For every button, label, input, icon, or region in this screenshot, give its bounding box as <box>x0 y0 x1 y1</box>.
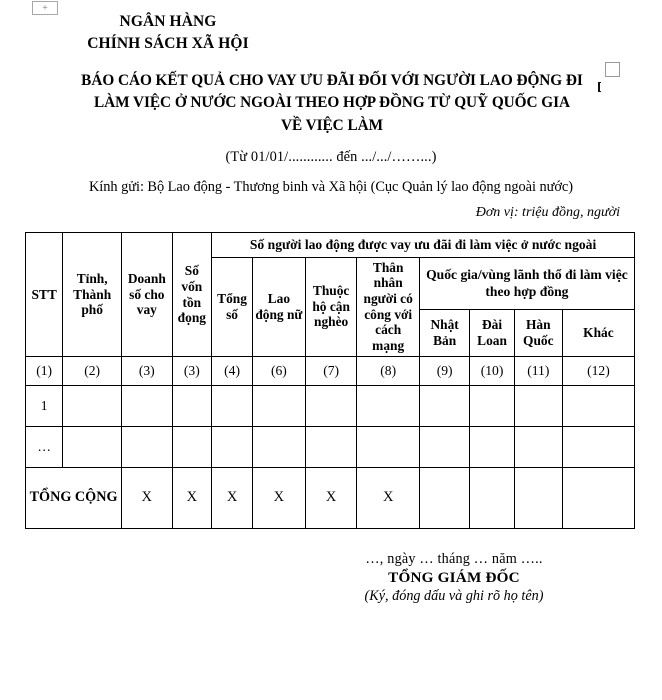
column-number: (11) <box>514 356 562 385</box>
col-header-japan: Nhật Bản <box>419 310 469 356</box>
row-cell[interactable] <box>470 385 514 426</box>
row-cell[interactable] <box>305 385 357 426</box>
row-cell[interactable] <box>514 385 562 426</box>
total-row-label: TỔNG CỘNG <box>26 467 122 528</box>
col-header-female: Lao động nữ <box>252 257 305 356</box>
col-header-near-poor: Thuộc hộ cận nghèo <box>305 257 357 356</box>
org-line-1: NGÂN HÀNG <box>119 13 217 30</box>
row-cell[interactable] <box>63 426 122 467</box>
column-number: (10) <box>470 356 514 385</box>
signature-date-line: …, ngày … tháng … năm ….. <box>365 550 543 567</box>
col-header-loan-turnover: Doanh số cho vay <box>122 233 172 356</box>
report-table <box>25 232 635 528</box>
col-header-taiwan: Đài Loan <box>470 310 514 356</box>
col-header-korea: Hàn Quốc <box>514 310 562 356</box>
title-line-2: LÀM VIỆC Ở NƯỚC NGOÀI THEO HỢP ĐỒNG TỪ QUỸ QUỐC GIA <box>93 94 571 112</box>
row-cell[interactable] <box>305 426 357 467</box>
text-cursor-marker <box>598 82 601 92</box>
org-line-2: CHÍNH SÁCH XÃ HỘI <box>87 35 249 52</box>
column-number: (7) <box>305 356 357 385</box>
column-number: (12) <box>562 356 634 385</box>
col-header-total: Tổng số <box>212 257 253 356</box>
reporting-period: (Từ 01/01/............ đến .../.../……...) <box>225 149 437 166</box>
total-row-cell: X <box>172 467 212 528</box>
row-cell[interactable] <box>357 385 419 426</box>
row-cell[interactable] <box>470 426 514 467</box>
plus-glyph: + <box>42 2 48 13</box>
column-number: (4) <box>212 356 253 385</box>
row-index: 1 <box>26 385 63 426</box>
column-number: (8) <box>357 356 419 385</box>
col-header-stt: STT <box>26 233 63 356</box>
total-row-cell: X <box>122 467 172 528</box>
col-group-header-country: Quốc gia/vùng lãnh thổ đi làm việc theo hợp đồng <box>419 257 634 310</box>
page-title <box>30 70 634 137</box>
col-header-other: Khác <box>562 310 634 356</box>
total-row-cell[interactable] <box>562 467 634 528</box>
column-number-row <box>26 356 635 385</box>
row-cell[interactable] <box>252 385 305 426</box>
table-row[interactable] <box>26 385 635 426</box>
row-cell[interactable] <box>252 426 305 467</box>
total-row-cell[interactable] <box>514 467 562 528</box>
col-header-outstanding-capital: Số vốn tồn đọng <box>172 233 212 356</box>
title-line-1: BÁO CÁO KẾT QUẢ CHO VAY ƯU ĐÃI ĐỐI VỚI NGƯỜI LAO ĐỘNG ĐI <box>81 72 583 89</box>
row-cell[interactable] <box>212 385 253 426</box>
report-table-wrapper <box>25 232 635 528</box>
column-number: (1) <box>26 356 63 385</box>
row-cell[interactable] <box>212 426 253 467</box>
row-cell[interactable] <box>357 426 419 467</box>
total-row-cell: X <box>305 467 357 528</box>
row-cell[interactable] <box>514 426 562 467</box>
total-row-cell[interactable] <box>470 467 514 528</box>
signature-title: TỔNG GIÁM ĐỐC <box>388 568 520 586</box>
signature-block <box>304 551 604 605</box>
table-total-row <box>26 467 635 528</box>
total-row-cell[interactable] <box>419 467 469 528</box>
row-cell[interactable] <box>562 426 634 467</box>
row-index: … <box>26 426 63 467</box>
column-number: (6) <box>252 356 305 385</box>
row-cell[interactable] <box>562 385 634 426</box>
row-cell[interactable] <box>63 385 122 426</box>
column-number: (3) <box>122 356 172 385</box>
col-header-province: Tỉnh, Thành phố <box>63 233 122 356</box>
signature-note: (Ký, đóng dấu và ghi rõ họ tên) <box>364 587 544 604</box>
row-cell[interactable] <box>172 426 212 467</box>
issuing-organization <box>18 0 318 55</box>
table-row[interactable] <box>26 426 635 467</box>
table-header-row-1 <box>26 233 635 257</box>
column-number: (3) <box>172 356 212 385</box>
empty-checkbox-icon[interactable] <box>605 62 620 77</box>
col-header-revolution-relative: Thân nhân người có công với cách mạng <box>357 257 419 356</box>
total-row-cell: X <box>252 467 305 528</box>
row-cell[interactable] <box>172 385 212 426</box>
row-cell[interactable] <box>122 426 172 467</box>
row-cell[interactable] <box>419 426 469 467</box>
column-number: (9) <box>419 356 469 385</box>
title-line-3: VỀ VIỆC LÀM <box>280 116 383 134</box>
unit-note: Đơn vị: triệu đồng, người <box>475 205 620 221</box>
col-group-header-workers: Số người lao động được vay ưu đãi đi làm việc ở nước ngoài <box>212 233 635 257</box>
row-cell[interactable] <box>419 385 469 426</box>
row-cell[interactable] <box>122 385 172 426</box>
addressee-line: Kính gửi: Bộ Lao động - Thương binh và Xã hội (Cục Quản lý lao động ngoài nước) <box>88 179 574 196</box>
total-row-cell: X <box>357 467 419 528</box>
total-row-cell: X <box>212 467 253 528</box>
column-number: (2) <box>63 356 122 385</box>
